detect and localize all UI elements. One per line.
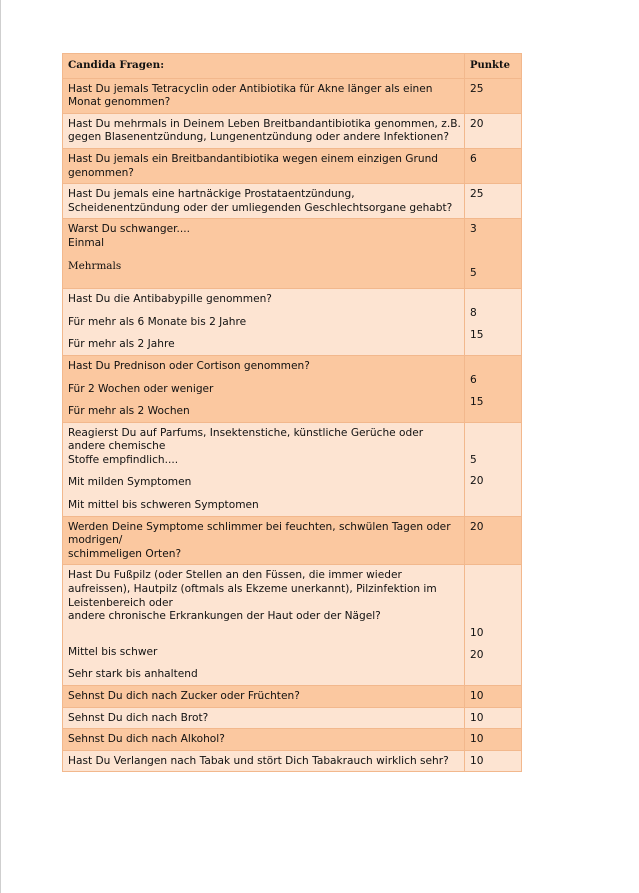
points-cell bbox=[465, 289, 522, 356]
question-text: Hast Du Prednison oder Cortison genommen? bbox=[68, 359, 310, 372]
header-question: Candida Fragen: bbox=[63, 54, 465, 79]
question-text: Hast Du die Antibabypille genommen? bbox=[68, 293, 272, 306]
table-row bbox=[63, 516, 522, 565]
points-cell bbox=[465, 219, 522, 289]
question-cell bbox=[63, 219, 465, 289]
points-value: 10 bbox=[470, 754, 484, 767]
answer-option: Für mehr als 6 Monate bis 2 Jahre bbox=[68, 315, 247, 328]
points-cell bbox=[465, 686, 522, 708]
points-value: 15 bbox=[470, 395, 484, 408]
points-cell bbox=[465, 729, 522, 751]
question-cell bbox=[63, 422, 465, 516]
question-cell bbox=[63, 78, 465, 113]
question-text: Hast Du jemals ein Breitbandantibiotika wegen einem einzigen Grund bbox=[68, 152, 439, 165]
table-row bbox=[63, 686, 522, 708]
points-value: 6 bbox=[470, 152, 477, 165]
points-value: 15 bbox=[470, 328, 484, 341]
question-text: genommen? bbox=[68, 166, 134, 179]
table-row bbox=[63, 219, 522, 289]
question-cell bbox=[63, 565, 465, 686]
points-value: 10 bbox=[470, 733, 484, 746]
table-row bbox=[63, 729, 522, 751]
question-text: andere chemische bbox=[68, 440, 166, 453]
points-value: 8 bbox=[470, 307, 477, 320]
points-value: 6 bbox=[470, 373, 477, 386]
question-cell bbox=[63, 289, 465, 356]
answer-option: Mehrmals bbox=[68, 259, 122, 272]
points-cell bbox=[465, 355, 522, 422]
points-value: 20 bbox=[470, 475, 484, 488]
points-value: 20 bbox=[470, 520, 484, 533]
question-text: Warst Du schwanger.... bbox=[68, 223, 190, 236]
question-cell bbox=[63, 707, 465, 729]
points-cell bbox=[465, 78, 522, 113]
table-row bbox=[63, 113, 522, 148]
points-value: 5 bbox=[470, 453, 477, 466]
answer-option: Mit milden Symptomen bbox=[68, 476, 192, 489]
question-text: Werden Deine Symptome schlimmer bei feuchten, schwülen Tagen oder bbox=[68, 520, 451, 533]
question-cell bbox=[63, 686, 465, 708]
table-row bbox=[63, 148, 522, 183]
question-text: Stoffe empfindlich.... bbox=[68, 453, 179, 466]
table-row bbox=[63, 750, 522, 772]
points-value: 10 bbox=[470, 711, 484, 724]
points-cell bbox=[465, 422, 522, 516]
points-cell bbox=[465, 565, 522, 686]
page-left-edge bbox=[0, 0, 1, 893]
answer-option: Für mehr als 2 Wochen bbox=[68, 405, 190, 418]
question-text: schimmeligen Orten? bbox=[68, 547, 182, 560]
points-value: 20 bbox=[470, 117, 484, 130]
points-value: 25 bbox=[470, 82, 484, 95]
candida-questionnaire-table bbox=[62, 53, 522, 772]
question-text: Sehnst Du dich nach Alkohol? bbox=[68, 733, 225, 746]
table-row bbox=[63, 707, 522, 729]
points-value: 25 bbox=[470, 188, 484, 201]
question-text: Hast Du mehrmals in Deinem Leben Breitbandantibiotika genommen, z.B. bbox=[68, 117, 461, 130]
table-row bbox=[63, 78, 522, 113]
header-points: Punkte bbox=[465, 54, 522, 79]
points-cell bbox=[465, 148, 522, 183]
table-header-row bbox=[63, 54, 522, 79]
question-cell bbox=[63, 516, 465, 565]
points-value: 5 bbox=[470, 266, 477, 279]
answer-option: Einmal bbox=[68, 236, 105, 249]
question-cell bbox=[63, 184, 465, 219]
question-text: aufreissen), Hautpilz (oftmals als Ekzeme unerkannt), Pilzinfektion im bbox=[68, 583, 437, 596]
points-cell bbox=[465, 516, 522, 565]
answer-option: Für mehr als 2 Jahre bbox=[68, 338, 175, 351]
question-text: Hast Du jemals Tetracyclin oder Antibiotika für Akne länger als einen bbox=[68, 82, 433, 95]
points-cell bbox=[465, 707, 522, 729]
points-value: 3 bbox=[470, 223, 477, 236]
question-text: Leistenbereich oder bbox=[68, 596, 173, 609]
table-row bbox=[63, 355, 522, 422]
points-value: 10 bbox=[470, 627, 484, 640]
answer-option: Sehr stark bis anhaltend bbox=[68, 668, 198, 681]
points-cell bbox=[465, 184, 522, 219]
answer-option: Mit mittel bis schweren Symptomen bbox=[68, 499, 259, 512]
question-text: gegen Blasenentzündung, Lungenentzündung oder andere Infektionen? bbox=[68, 131, 449, 144]
answer-option: Für 2 Wochen oder weniger bbox=[68, 382, 214, 395]
table-row bbox=[63, 422, 522, 516]
table-row bbox=[63, 289, 522, 356]
question-text: Hast Du Fußpilz (oder Stellen an den Füssen, die immer wieder bbox=[68, 569, 402, 582]
question-text: Scheidenentzündung oder der umliegenden Geschlechtsorgane gehabt? bbox=[68, 201, 453, 214]
points-value: 20 bbox=[470, 649, 484, 662]
question-text: Sehnst Du dich nach Brot? bbox=[68, 711, 209, 724]
question-text: Monat genommen? bbox=[68, 96, 171, 109]
points-value: 10 bbox=[470, 690, 484, 702]
answer-option: Mittel bis schwer bbox=[68, 645, 158, 658]
question-text: Hast Du jemals eine hartnäckige Prostataentzündung, bbox=[68, 188, 355, 201]
question-cell bbox=[63, 355, 465, 422]
question-cell bbox=[63, 750, 465, 772]
question-text: Reagierst Du auf Parfums, Insektenstiche, künstliche Gerüche oder bbox=[68, 426, 424, 439]
question-text: Hast Du Verlangen nach Tabak und stört Dich Tabakrauch wirklich sehr? bbox=[68, 754, 449, 767]
question-text: andere chronische Erkrankungen der Haut oder der Nägel? bbox=[68, 610, 381, 623]
points-cell bbox=[465, 750, 522, 772]
question-cell bbox=[63, 113, 465, 148]
question-cell bbox=[63, 148, 465, 183]
table-row bbox=[63, 565, 522, 686]
question-text: modrigen/ bbox=[68, 534, 123, 547]
question-text: Sehnst Du dich nach Zucker oder Früchten? bbox=[68, 690, 300, 702]
points-cell bbox=[465, 113, 522, 148]
table-row bbox=[63, 184, 522, 219]
question-cell bbox=[63, 729, 465, 751]
